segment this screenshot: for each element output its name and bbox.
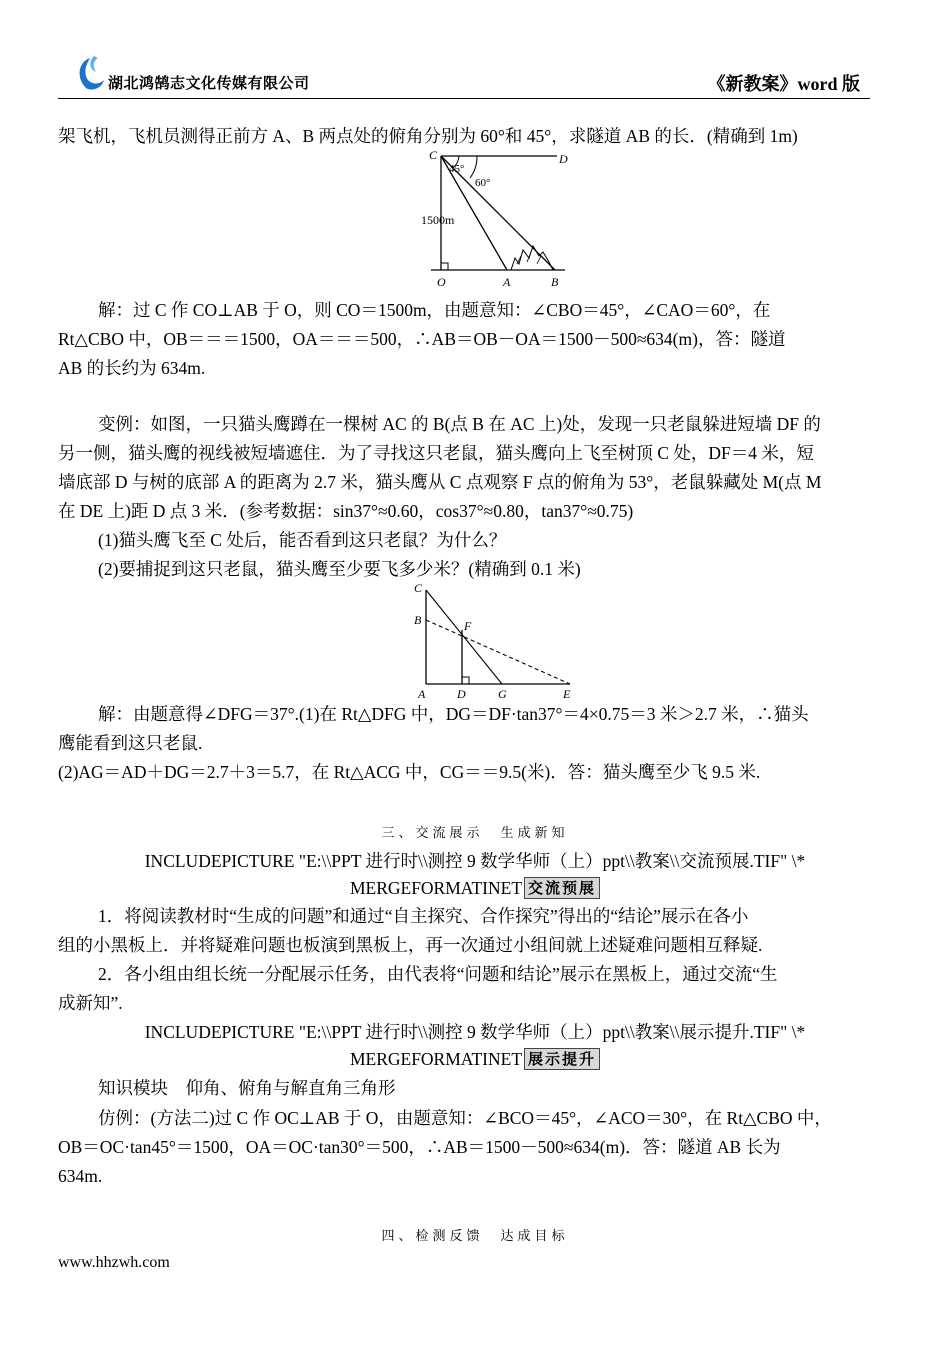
label-a: A xyxy=(418,687,426,701)
text-line: 解：由题意得∠DFG＝37°.(1)在 Rt△DFG 中，DG＝DF·tan37°＝4×0.75＝3 米＞2.7 米，∴猫头 xyxy=(98,704,809,724)
label-b: B xyxy=(551,275,559,289)
label-angle60: 60° xyxy=(475,177,491,189)
stamp-showcase: 展示提升 xyxy=(524,1048,600,1070)
text-line: 成新知”. xyxy=(58,993,123,1013)
stamp-exchange: 交流预展 xyxy=(524,877,600,899)
text-line: (1)猫头鹰飞至 C 处后，能否看到这只老鼠？为什么？ xyxy=(98,530,507,550)
label-e: E xyxy=(563,687,571,701)
text-line: 知识模块 仰角、俯角与解直角三角形 xyxy=(98,1078,396,1098)
text-line: 墙底部 D 与树的底部 A 的距离为 2.7 米，猫头鹰从 C 点观察 F 点的俯角为 53°，老鼠躲藏处 M(点 M xyxy=(58,472,822,492)
text-line: 解：过 C 作 CO⊥AB 于 O，则 CO＝1500m，由题意知：∠CBO＝45°，∠CAO＝60°，在 xyxy=(98,300,771,320)
footer-url[interactable]: www.hhzwh.com xyxy=(58,1254,170,1271)
text-line: 2．各小组由组长统一分配展示任务，由代表将“问题和结论”展示在黑板上，通过交流“生 xyxy=(98,964,778,984)
text-line: (2)AG＝AD＋DG＝2.7＋3＝5.7，在 Rt△ACG 中，CG＝＝9.5(米)．答：猫头鹰至少飞 9.5 米. xyxy=(58,762,761,782)
label-f: F xyxy=(464,619,472,633)
text-line: 鹰能看到这只老鼠. xyxy=(58,733,203,753)
label-angle45: 45° xyxy=(449,163,465,175)
text-line: INCLUDEPICTURE "E:\\PPT 进行时\\测控 9 数学华师（上）ppt\\教案\\交流预展.TIF" \* xyxy=(144,851,806,871)
section-heading: 四、检测反馈 达成目标 xyxy=(381,1229,569,1244)
text-line: 架飞机，飞机员测得正前方 A、B 两点处的俯角分别为 60°和 45°，求隧道 AB 的长．(精确到 1m) xyxy=(58,126,798,146)
page-header xyxy=(58,52,870,99)
section-heading: 三、交流展示 生成新知 xyxy=(381,826,569,841)
text-line xyxy=(0,876,950,900)
label-b: B xyxy=(414,613,422,627)
merge-format-text: MERGEFORMATINET xyxy=(349,878,523,898)
edition-label: 《新教案》word 版 xyxy=(707,74,860,94)
figure-tunnel xyxy=(415,146,575,290)
label-height: 1500m xyxy=(421,213,455,227)
figure-owl xyxy=(410,580,580,704)
text-line: 仿例：(方法二)过 C 作 OC⊥AB 于 O，由题意知：∠BCO＝45°，∠ACO＝30°，在 Rt△CBO 中， xyxy=(98,1108,832,1128)
text-line: Rt△CBO 中，OB＝＝＝1500，OA＝＝＝500，∴AB＝OB－OA＝1500－500≈634(m)，答：隧道 xyxy=(58,329,786,349)
label-g: G xyxy=(498,687,507,701)
text-line: 组的小黑板上．并将疑难问题也板演到黑板上，再一次通过小组间就上述疑难问题相互释疑. xyxy=(58,935,763,955)
text-line: INCLUDEPICTURE "E:\\PPT 进行时\\测控 9 数学华师（上）ppt\\教案\\展示提升.TIF" \* xyxy=(144,1022,806,1042)
label-o: O xyxy=(437,275,446,289)
text-line: 1．将阅读教材时“生成的问题”和通过“自主探究、合作探究”得出的“结论”展示在各小 xyxy=(98,906,749,926)
company-name: 湖北鸿鹄志文化传媒有限公司 xyxy=(108,74,310,92)
label-d: D xyxy=(559,152,568,166)
text-line: 在 DE 上)距 D 点 3 米．(参考数据：sin37°≈0.60，cos37°≈0.80，tan37°≈0.75) xyxy=(58,501,634,521)
text-line: AB 的长约为 634m. xyxy=(58,358,206,378)
text-line xyxy=(0,1047,950,1071)
merge-format-text: MERGEFORMATINET xyxy=(349,1049,523,1069)
company-logo-icon xyxy=(72,54,108,94)
label-c: C xyxy=(414,581,423,595)
text-line: 变例：如图，一只猫头鹰蹲在一棵树 AC 的 B(点 B 在 AC 上)处，发现一只老鼠躲进短墙 DF 的 xyxy=(98,414,821,434)
label-a: A xyxy=(503,275,511,289)
label-d: D xyxy=(457,687,466,701)
text-line: 634m. xyxy=(58,1166,103,1186)
text-line: 另一侧，猫头鹰的视线被短墙遮住．为了寻找这只老鼠，猫头鹰向上飞至树顶 C 处，DF＝4 米，短 xyxy=(58,443,814,463)
label-c: C xyxy=(429,148,438,162)
text-line: OB＝OC·tan45°＝1500，OA＝OC·tan30°＝500，∴AB＝1500－500≈634(m)．答：隧道 AB 长为 xyxy=(58,1137,781,1157)
text-line: (2)要捕捉到这只老鼠，猫头鹰至少要飞多少米？(精确到 0.1 米) xyxy=(98,559,581,579)
